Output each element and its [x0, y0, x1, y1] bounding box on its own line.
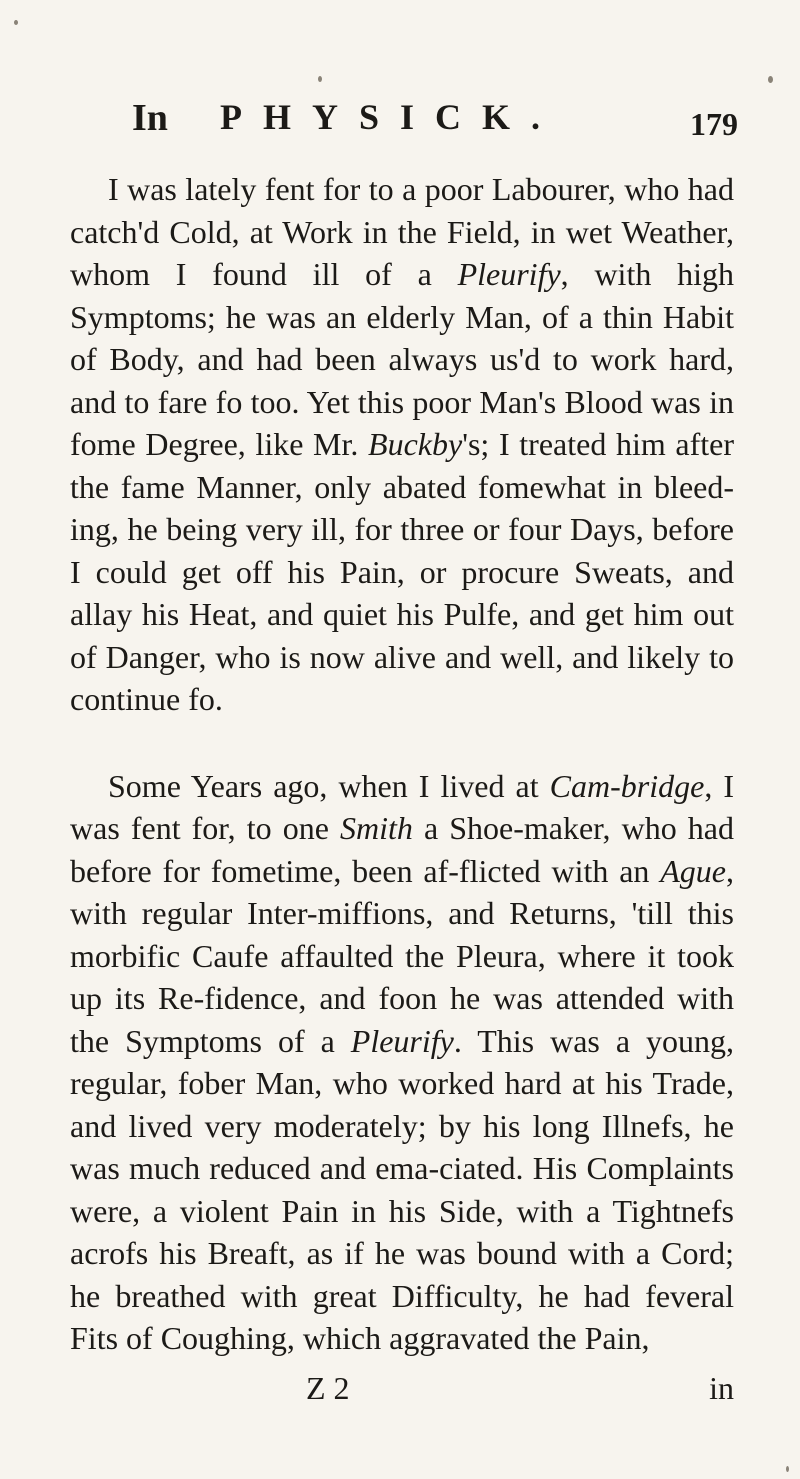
italic-text: Buckby [368, 426, 463, 462]
paper-speck [14, 20, 18, 25]
body-text [70, 168, 734, 1360]
text-segment: , I was fent for, to one [70, 767, 735, 846]
page-number: 179 [690, 106, 738, 142]
italic-text: Smith [340, 810, 413, 846]
text-segment: Some Years ago, when I lived at [108, 767, 550, 804]
page-header [132, 96, 772, 156]
signature-mark: Z 2 [306, 1370, 350, 1406]
header-prefix: In [132, 97, 168, 139]
running-title: PHYSICK. [220, 97, 562, 137]
paragraph-1 [70, 168, 734, 721]
paper-speck [768, 76, 773, 83]
catchword: in [709, 1370, 734, 1406]
paragraph-2 [70, 765, 734, 1360]
italic-text: Pleurify [350, 1022, 454, 1059]
text-segment: , with regular Inter-miffions, and Returns, 'till this morbific Caufe affaulted the Pleura, where it took up its Re-fidence, and foon he was attended with the Symptoms of a [70, 852, 734, 1059]
italic-text: Ague [660, 852, 726, 889]
paper-speck [318, 76, 322, 82]
text-segment: , with high Symptoms; he was an elderly Man, of a thin Habit of Body, and had been always us'd to work hard, and to fare fo too. Yet this poor Man's Blood was in fome Degree, like Mr. [70, 256, 735, 462]
text-segment: I was lately fent for to a poor Labourer, who had catch'd Cold, at Work in the Field, in wet Weather, whom I found ill of a [70, 171, 734, 292]
text-segment: 's; I treated him after the fame Manner, only abated fomewhat in bleed-ing, he being very ill, for three or four Days, before I could get off his Pain, or procure Sweats, and allay his Heat, and quiet his Pulfe, and get him out of Danger, who is now alive and well, and likely to continue fo. [70, 426, 734, 717]
page-footer [70, 1370, 734, 1418]
text-segment: . This was a young, regular, fober Man, who worked hard at his Trade, and lived very moderately; by his long Illnefs, he was much reduced and ema-ciated. His Complaints were, a violent Pain in his Side, with a Tightnefs acrofs his Breaft, as if he was bound with a Cord; he breathed with great Difficulty, he had feveral Fits of Coughing, which aggravated the Pain, [70, 1022, 735, 1356]
italic-text: Cam-bridge [549, 767, 705, 804]
italic-text: Pleurify [457, 256, 561, 292]
paper-speck [786, 1466, 789, 1472]
text-segment: a Shoe-maker, who had before for fometime, been af-flicted with an [70, 810, 735, 889]
